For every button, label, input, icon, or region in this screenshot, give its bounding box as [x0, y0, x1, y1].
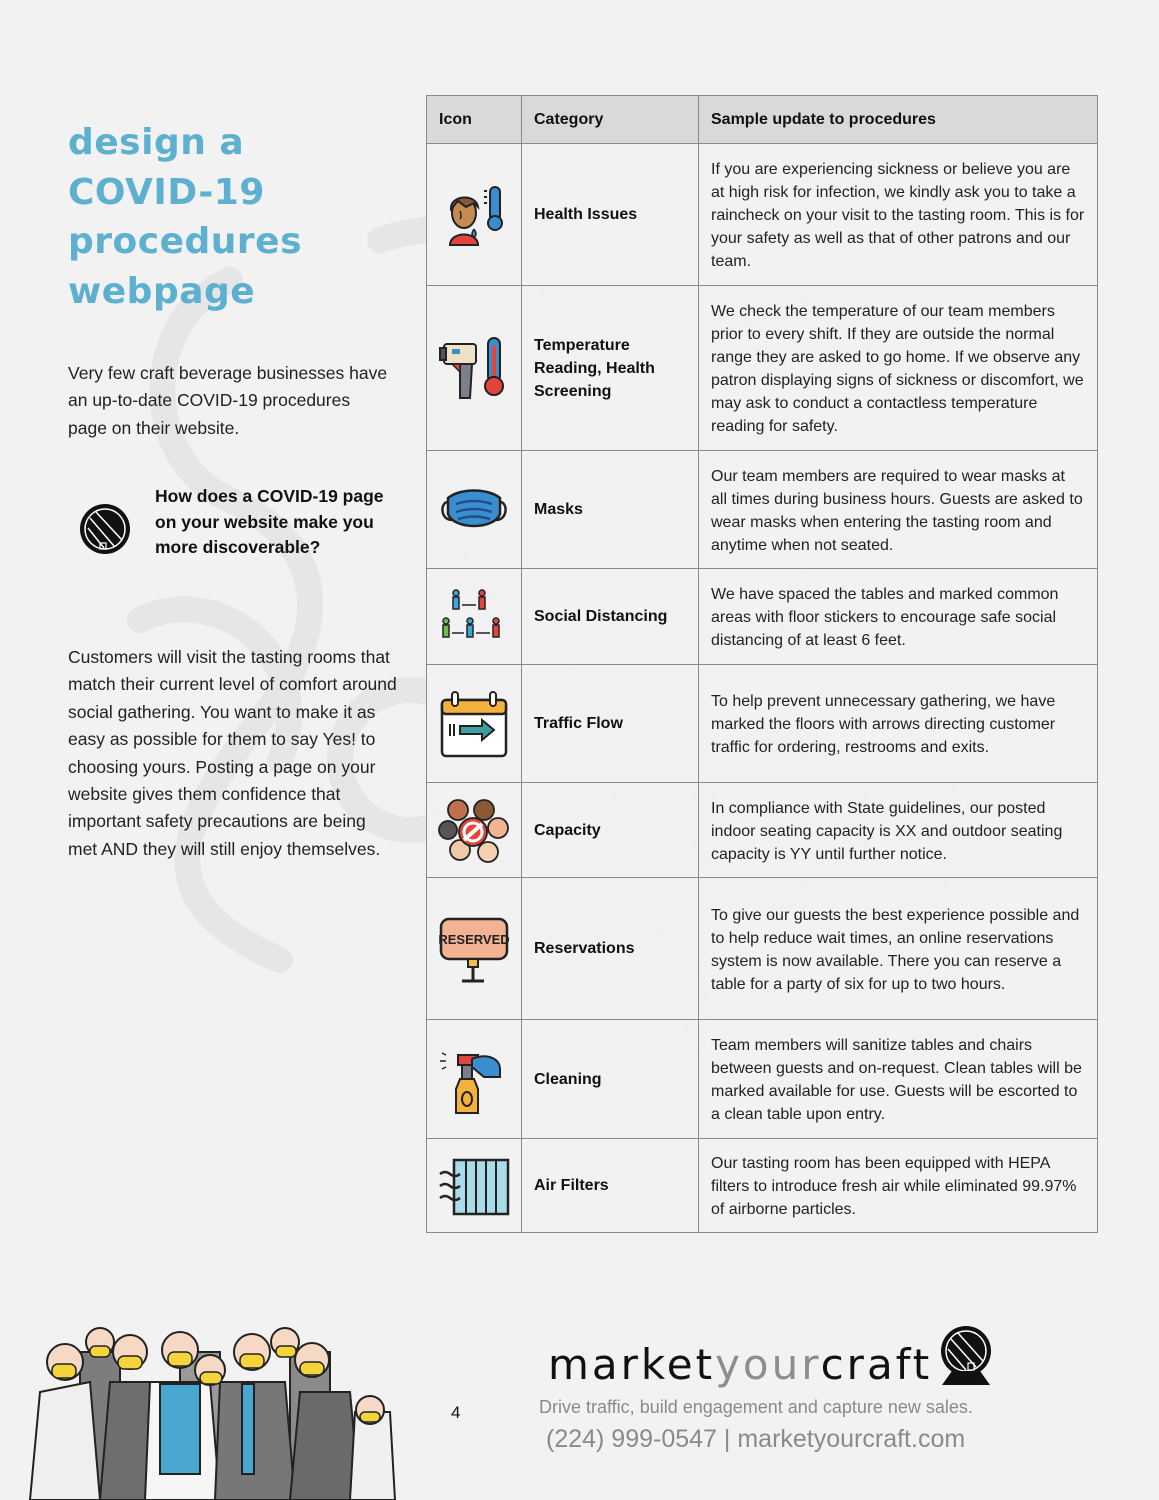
category-cell: Temperature Reading, Health Screening — [522, 286, 699, 451]
category-cell: Health Issues — [522, 144, 699, 286]
description-cell: We have spaced the tables and marked common areas with floor stickers to encourage safe social distancing of at least 6 feet. — [699, 569, 1098, 665]
category-cell: Masks — [522, 451, 699, 569]
reserved-sign-icon — [438, 913, 510, 985]
calendar-arrow-icon — [438, 688, 510, 760]
category-cell: Reservations — [522, 878, 699, 1020]
body-paragraph: Customers will visit the tasting rooms that match their current level of comfort around social gathering. You want to make it as easy as possible for them to say Yes! to choosing yours. Posting a page on your website gives them confidence that important safety precautions are being met AND they will still enjoy themselves. — [68, 647, 397, 859]
spray-bottle-icon — [438, 1043, 510, 1115]
description-cell: If you are experiencing sickness or believe you are at high risk for infection, we kindly ask you to take a raincheck on your visit to the tasting room. This is for your safety as well as that of other patrons and our team. — [699, 144, 1098, 286]
category-cell: Social Distancing — [522, 569, 699, 665]
air-filter-icon — [438, 1150, 510, 1222]
table-row — [427, 665, 1098, 783]
description-cell: In compliance with State guidelines, our posted indoor seating capacity is XX and outdoor seating capacity is YY until further notice. — [699, 783, 1098, 878]
category-cell: Cleaning — [522, 1020, 699, 1139]
brand-part-market: market — [548, 1340, 716, 1389]
category-cell: Air Filters — [522, 1139, 699, 1233]
table-row — [427, 286, 1098, 451]
table-row — [427, 144, 1098, 286]
svg-text:RESERVED: RESERVED — [438, 931, 510, 947]
barrel-logo-icon — [938, 1325, 994, 1387]
callout-question: How does a COVID-19 page on your website make you more discoverable? — [155, 486, 384, 557]
masked-crowd-illustration — [20, 1322, 400, 1500]
table-row — [427, 451, 1098, 569]
description-cell: Team members will sanitize tables and chairs between guests and on-request. Clean tables will be marked available for use. Guests will be escorted to a clean table upon entry. — [699, 1020, 1098, 1139]
page-title: design a COVID-19 procedures webpage — [68, 122, 303, 312]
header-description: Sample update to procedures — [699, 96, 1098, 144]
social-distancing-icon — [438, 581, 510, 653]
description-cell: To give our guests the best experience possible and to help reduce wait times, an online reservations system is now available. There you can reserve a table for a party of six for up to two hours. — [699, 878, 1098, 1020]
header-icon: Icon — [427, 96, 522, 144]
barrel-logo-icon — [78, 502, 132, 556]
category-cell: Capacity — [522, 783, 699, 878]
contact-info: (224) 999-0547 | marketyourcraft.com — [546, 1425, 966, 1453]
face-mask-icon — [438, 474, 510, 546]
thermometer-gun-icon — [438, 332, 510, 404]
table-row — [427, 1139, 1098, 1233]
procedures-table — [426, 95, 1098, 1233]
brand-wordmark — [548, 1340, 932, 1389]
table-row — [427, 569, 1098, 665]
table-row — [427, 878, 1098, 1020]
description-cell: We check the temperature of our team members prior to every shift. If they are outside the normal range they are asked to go home. If we observe any patron displaying signs of sickness or discomfort, we may ask to conduct a contactless temperature reading for safety. — [699, 286, 1098, 451]
table-row — [427, 783, 1098, 878]
description-cell: Our tasting room has been equipped with HEPA filters to introduce fresh air while eliminated 99.97% of airborne particles. — [699, 1139, 1098, 1233]
tagline: Drive traffic, build engagement and capture new sales. — [539, 1397, 973, 1417]
description-cell: Our team members are required to wear masks at all times during business hours. Guests are asked to wear masks when entering the tasting room and anytime when not seated. — [699, 451, 1098, 569]
intro-paragraph: Very few craft beverage businesses have an up-to-date COVID-19 procedures page on their website. — [68, 363, 388, 438]
table-header-row — [427, 96, 1098, 144]
brand-part-your: your — [715, 1340, 821, 1389]
brand-part-craft: craft — [820, 1340, 933, 1389]
description-cell: To help prevent unnecessary gathering, we have marked the floors with arrows directing customer traffic for ordering, restrooms and exits. — [699, 665, 1098, 783]
header-category: Category — [522, 96, 699, 144]
crowd-capacity-icon — [438, 794, 510, 866]
table-row — [427, 1020, 1098, 1139]
category-cell: Traffic Flow — [522, 665, 699, 783]
page-number: 4 — [451, 1403, 461, 1422]
sick-person-thermometer-icon — [438, 179, 510, 251]
